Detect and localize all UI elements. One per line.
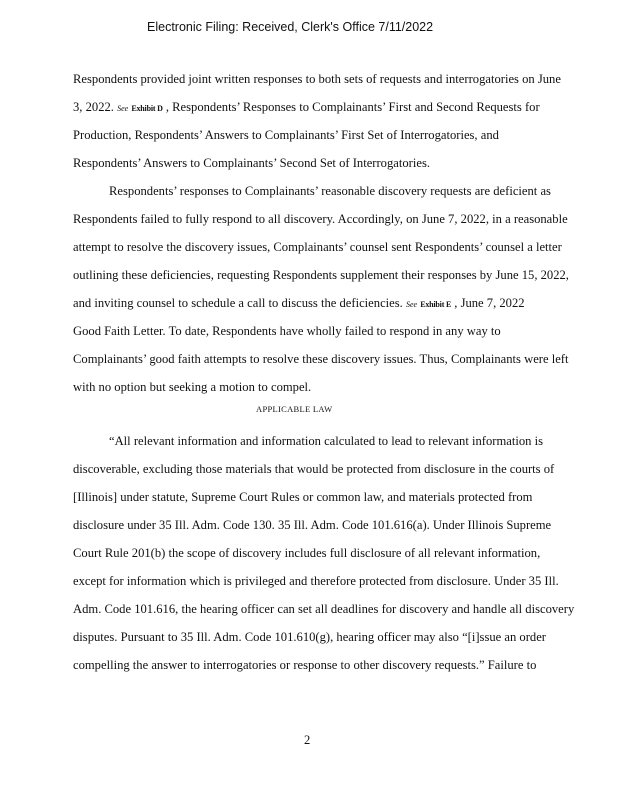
see-ref: See [405,300,418,309]
p1-line-4: Respondents’ Answers to Complainants’ Second Set of Interrogatories. [73,156,430,170]
see-ref: See [117,104,129,113]
p3-line-3: [Illinois] under statute, Supreme Court Rules or common law, and materials protected from [73,490,533,504]
p1-line-2b: , Respondents’ Responses to Complainants’ First and Second Requests for [165,100,540,114]
p2-line-5b: , June 7, 2022 [454,296,525,310]
filing-header: Electronic Filing: Received, Clerk's Office 7/11/2022 [147,20,434,34]
p2-line-7: Complainants’ good faith attempts to resolve these discovery issues. Thus, Complainants were left [73,352,569,366]
p2-line-5 [73,296,525,311]
p3-line-9: compelling the answer to interrogatories or response to other discovery requests.” Failure to [73,658,537,672]
p3-line-1: “All relevant information and information calculated to lead to relevant information is [109,434,543,448]
p3-line-2: discoverable, excluding those materials that would be protected from disclosure in the courts of [73,462,555,476]
p2-line-4: outlining these deficiencies, requesting Respondents supplement their responses by June 15, 2022, [73,268,569,282]
p2-line-2: Respondents failed to fully respond to all discovery. Accordingly, on June 7, 2022, in a reasonable [73,212,568,226]
exhibit-e-ref: Exhibit E [420,300,452,309]
p3-line-7: Adm. Code 101.616, the hearing officer can set all deadlines for discovery and handle all discovery [73,602,575,616]
exhibit-d-ref: Exhibit D [131,104,163,113]
p3-line-6: except for information which is privileged and therefore protected from disclosure. Under 35 Ill. [73,574,559,588]
p3-line-4: disclosure under 35 Ill. Adm. Code 130. 35 Ill. Adm. Code 101.616(a). Under Illinois Supreme [73,518,552,532]
page-number: 2 [304,733,311,747]
p1-line-3: Production, Respondents’ Answers to Complainants’ First Set of Interrogatories, and [73,128,499,142]
p2-line-3: attempt to resolve the discovery issues, Complainants’ counsel sent Respondents’ counsel a letter [73,240,562,254]
p3-line-5: Court Rule 201(b) the scope of discovery includes full disclosure of all relevant information, [73,546,541,560]
p3-line-8: disputes. Pursuant to 35 Ill. Adm. Code 101.610(g), hearing officer may also “[i]ssue an order [73,630,546,644]
p1-line-2 [73,100,540,115]
p2-line-8: with no option but seeking a motion to compel. [73,380,312,394]
section-heading: APPLICABLE LAW [256,404,333,414]
p1-line-2a: 3, 2022. [73,100,114,114]
p2-line-1: Respondents’ responses to Complainants’ reasonable discovery requests are deficient as [109,184,551,198]
p2-line-5a: and inviting counsel to schedule a call to discuss the deficiencies. [73,296,403,310]
p1-line-1: Respondents provided joint written responses to both sets of requests and interrogatories on June [73,72,561,86]
p2-line-6: Good Faith Letter. To date, Respondents have wholly failed to respond in any way to [73,324,501,338]
